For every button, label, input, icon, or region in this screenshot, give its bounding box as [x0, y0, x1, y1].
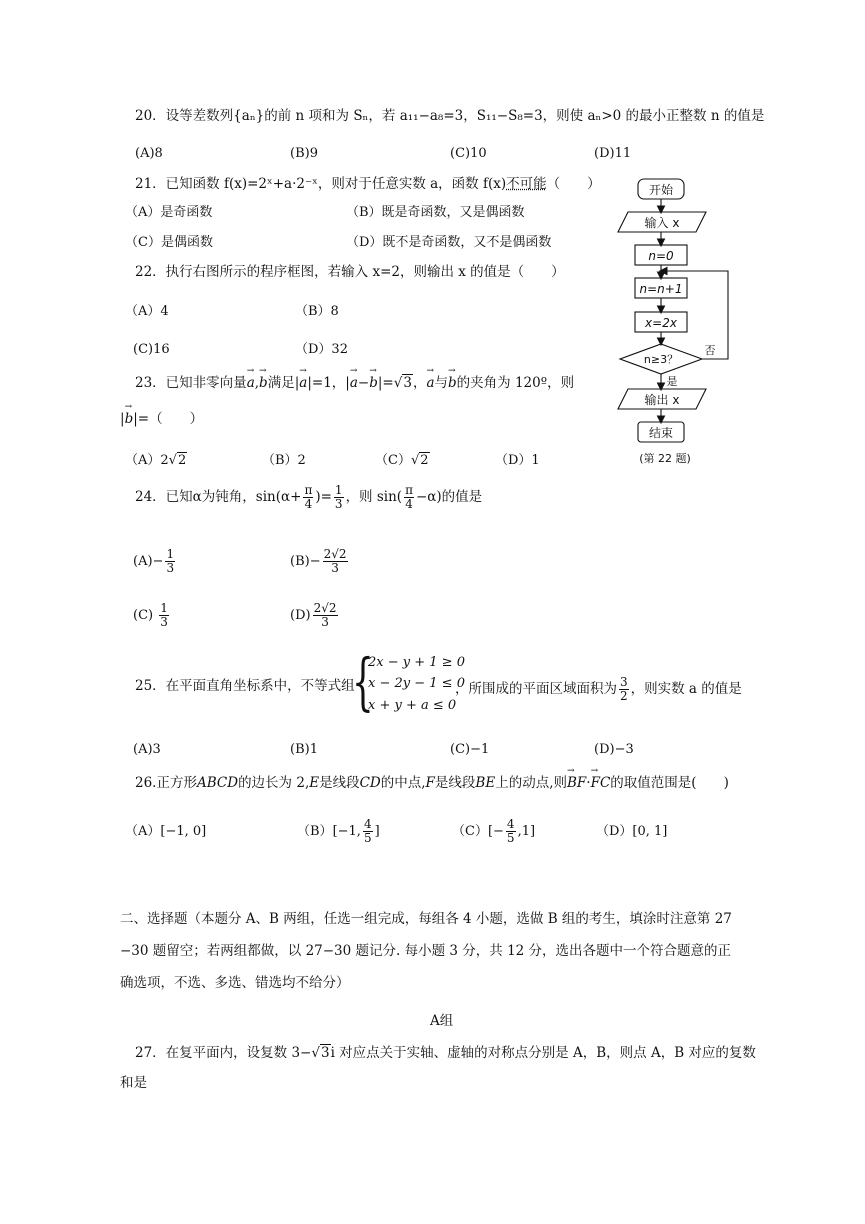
q20-option-d: (D)11: [594, 146, 632, 161]
q24-option-b: (B)− $\frac{2√2}{3}$: [290, 547, 347, 576]
q25-stem-b: ，所围成的平面区域面积为 $\frac{3}{2}$ ，则实数 a 的值是: [455, 675, 742, 704]
q26-option-b: （B）[−1, $\frac{4}{5}$ ]: [297, 817, 380, 846]
q21-emphasis: 不可能: [506, 176, 547, 192]
q25-option-b: (B)1: [290, 742, 318, 757]
flow-end-label: 结束: [648, 426, 674, 440]
q26-option-c: （C）[− $\frac{4}{5}$ ,1]: [452, 817, 536, 846]
q23-stem-line1: 23．已知非零向量→ a,→ b满足|→ a|=1，|→ a−→ b|=√3，→ a与→ b的夹角为 120º，则: [135, 375, 574, 391]
flow-input-label: 输入 x: [644, 216, 680, 230]
q27-stem-line1: 27．在复平面内，设复数 3−√3i 对应点关于实轴、虚轴的对称点分别是 A，B，则点 A，B 对应的复数: [135, 1045, 756, 1061]
q23-option-a: （A）2√2: [125, 453, 187, 468]
q21-option-b: （B）既是奇函数，又是偶函数: [346, 205, 525, 220]
group-a-heading: A组: [430, 1013, 454, 1029]
q22-stem: 22．执行右图所示的程序框图，若输入 x=2，则输出 x 的值是（ ）: [135, 264, 565, 280]
q24-option-c: (C) $\frac{1}{3}$: [133, 601, 168, 630]
q20-option-a: (A)8: [135, 146, 163, 161]
q22-option-a: （A）4: [125, 304, 169, 319]
q23-option-b: （B）2: [262, 453, 306, 468]
section2-intro-line1: 二、选择题（本题分 A、B 两组，任选一组完成，每组各 4 小题，选做 B 组的考生，填涂时注意第 27: [120, 911, 732, 927]
flowchart: [600, 172, 750, 472]
q27-stem-line2: 和是: [120, 1075, 147, 1091]
q22-option-d: （D）32: [295, 342, 348, 357]
q21-option-d: （D）既不是奇函数，又不是偶函数: [346, 235, 552, 250]
flow-output-label: 输出 x: [644, 393, 680, 407]
q21-option-c: （C）是偶函数: [125, 235, 213, 250]
q26-option-a: （A）[−1, 0]: [125, 824, 207, 839]
q25-option-a: (A)3: [133, 742, 161, 757]
q23-option-c: （C）√2: [375, 453, 429, 468]
q22-option-b: （B）8: [295, 304, 339, 319]
flow-increment-label: n=n+1: [639, 282, 683, 296]
q20-option-b: (B)9: [290, 146, 318, 161]
section2-intro-line3: 确选项，不选、多选、错选均不给分）: [120, 975, 350, 991]
q25-stem-a: 25．在平面直角坐标系中，不等式组: [135, 678, 355, 694]
q25-option-d: (D)−3: [594, 742, 634, 757]
q26-option-d: （D）[0, 1]: [596, 824, 668, 839]
q24-stem: 24．已知α为钝角，sin(α+ $\frac{\pi}{4}$ )= $\frac{1}{3}$ ，则 sin( $\frac{\pi}{4}$ −α)的值是: [135, 483, 483, 512]
q25-option-c: (C)−1: [450, 742, 490, 757]
flow-yes-label: 是: [666, 375, 678, 388]
q21-stem: 21．已知函数 f(x)=2ˣ+a·2⁻ˣ，则对于任意实数 a，函数 f(x)不可能（ ）: [135, 176, 601, 192]
q22-option-c: (C)16: [133, 342, 170, 357]
q23-option-d: （D）1: [495, 453, 540, 468]
flow-start-label: 开始: [648, 183, 674, 197]
flow-condition-label: n≥3？: [643, 353, 679, 366]
q24-option-d: (D) $\frac{2√2}{3}$: [290, 601, 337, 630]
flow-double-label: x=2x: [645, 316, 677, 330]
q25-inequality-system: { 2x − y + 1 ≥ 0 x − 2y − 1 ≤ 0 x + y + a ≤ 0: [352, 645, 465, 718]
section2-intro-line2: −30 题留空；若两组都做，以 27−30 题记分. 每小题 3 分，共 12 分，选出各题中一个符合题意的正: [120, 943, 732, 959]
flow-init-label: n=0: [648, 249, 674, 263]
flow-no-label: 否: [704, 344, 716, 357]
q24-option-a: (A)− $\frac{1}{3}$: [133, 547, 175, 576]
q20-option-c: (C)10: [450, 146, 487, 161]
q23-stem-line2: |→ b|=（ ）: [120, 411, 203, 427]
q20-stem: 20．设等差数列{aₙ}的前 n 项和为 Sₙ，若 a₁₁−a₈=3，S₁₁−S₈=3，则使 aₙ>0 的最小正整数 n 的值是: [135, 108, 765, 124]
q21-option-a: （A）是奇函数: [125, 205, 213, 220]
q26-stem: 26.正方形ABCD的边长为 2,E是线段CD的中点,F是线段BE上的动点,则→ BF·→ FC的取值范围是( ): [135, 775, 729, 791]
flowchart-caption: (第 22 题): [639, 452, 691, 465]
